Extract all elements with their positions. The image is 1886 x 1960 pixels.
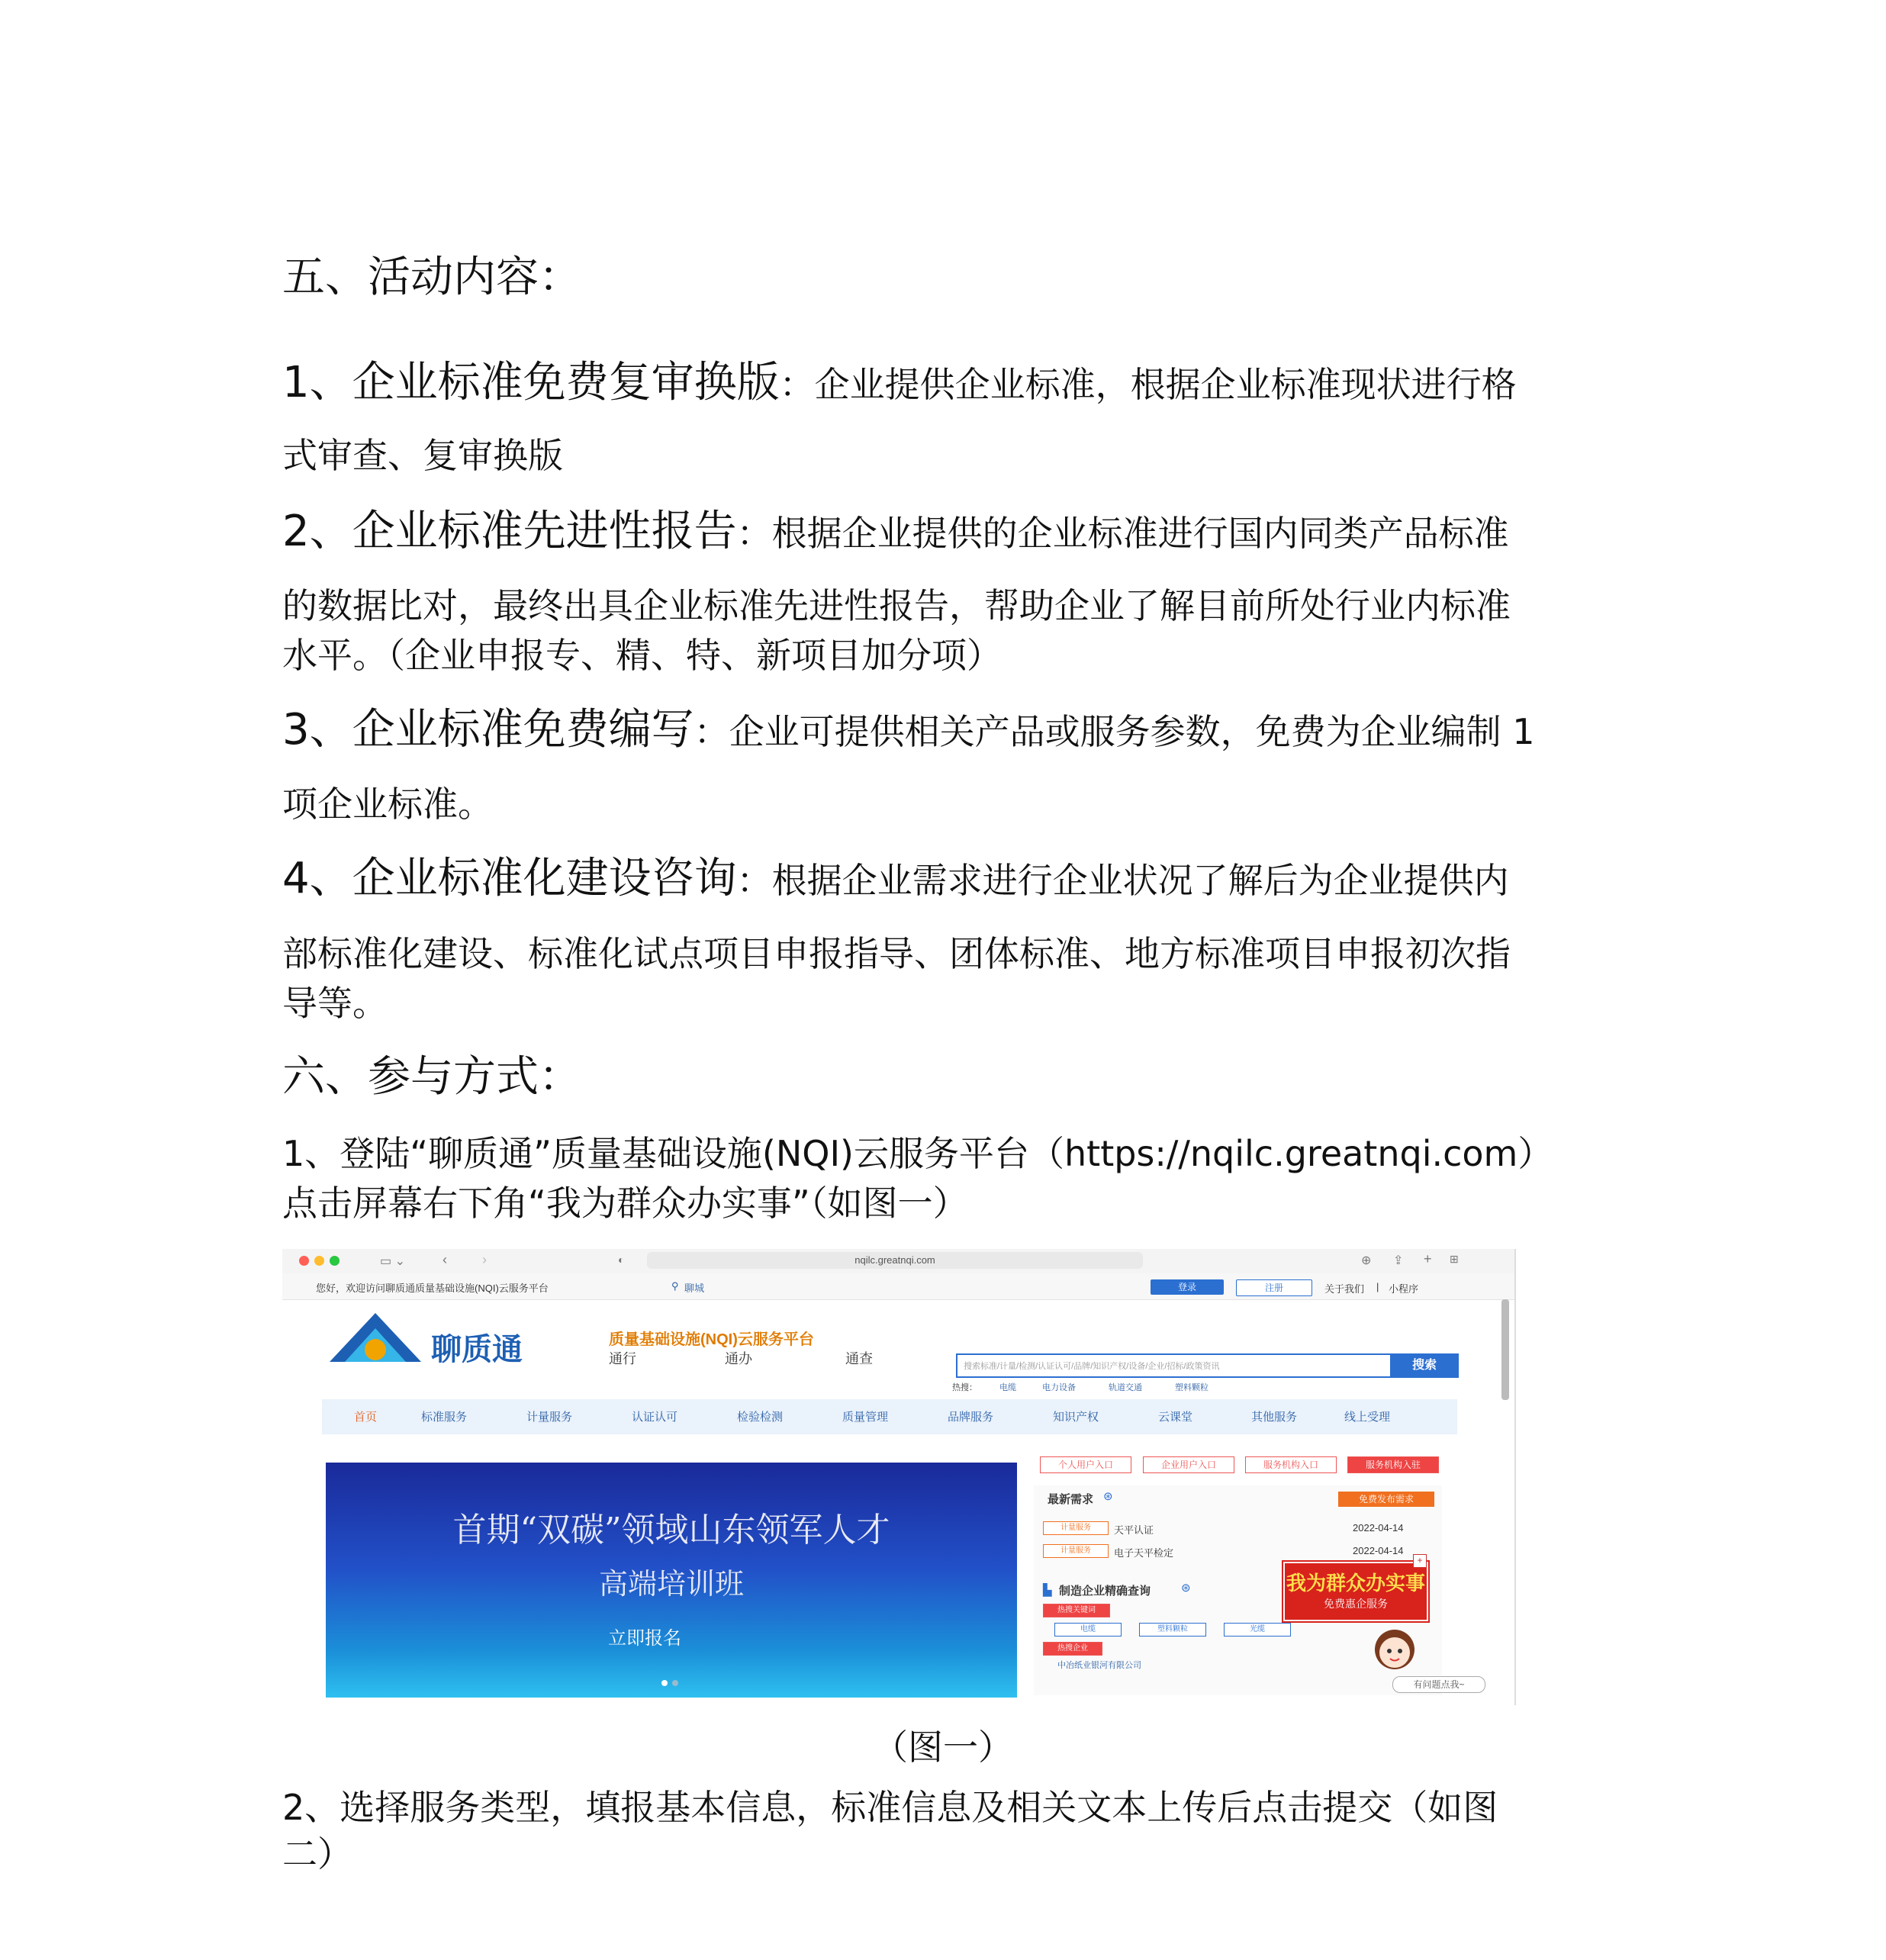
logo-icon <box>330 1311 425 1365</box>
download-icon[interactable]: ⊕ <box>1361 1254 1372 1267</box>
banner-cta[interactable]: 立即报名 <box>608 1628 681 1649</box>
login-button[interactable]: 登录 <box>1151 1279 1224 1295</box>
item-4-line-1 <box>282 854 1614 905</box>
hot-item[interactable]: 电力设备 <box>1042 1383 1076 1392</box>
forward-icon[interactable]: › <box>482 1252 487 1267</box>
nav-item[interactable]: 检验检测 <box>737 1411 784 1424</box>
welcome-text: 您好，欢迎访问聊质通质量基础设施(NQI)云服务平台 <box>316 1283 549 1294</box>
register-button[interactable]: 注册 <box>1236 1279 1312 1296</box>
serve-public-widget[interactable] <box>1283 1562 1428 1621</box>
personal-entry-button[interactable]: 个人用户入口 <box>1040 1456 1131 1473</box>
item-3-text: ：企业可提供相关产品或服务参数，免费为企业编制 1 <box>694 711 1535 752</box>
search-button[interactable]: 搜索 <box>1390 1353 1459 1378</box>
chart-icon: ▙ <box>1043 1584 1052 1597</box>
nav-item[interactable]: 标准服务 <box>421 1411 468 1424</box>
keyword-chip[interactable]: 光缆 <box>1224 1623 1291 1637</box>
nav-item[interactable]: 云课堂 <box>1158 1411 1193 1424</box>
hot-item[interactable]: 轨道交通 <box>1109 1383 1142 1392</box>
back-icon[interactable]: ‹ <box>443 1252 447 1267</box>
agency-entry-button[interactable]: 服务机构入口 <box>1245 1456 1337 1473</box>
location-pin-icon: ⚲ <box>671 1280 679 1292</box>
hot-company-label: 热搜企业 <box>1043 1642 1102 1656</box>
tabs-overview-icon[interactable]: ⊞ <box>1450 1253 1459 1265</box>
figure-1-screenshot <box>282 1249 1516 1705</box>
keyword-chip[interactable]: 电缆 <box>1054 1623 1122 1637</box>
address-bar[interactable]: nqilc.greatnqi.com <box>647 1252 1143 1269</box>
item-2-line-3: 水平。（企业申报专、精、特、新项目加分项） <box>282 635 1002 676</box>
search-input[interactable] <box>956 1353 1394 1378</box>
nav-item[interactable]: 其他服务 <box>1251 1411 1298 1424</box>
new-tab-icon[interactable]: + <box>1424 1251 1432 1266</box>
item-1-heading: 1、企业标准免费复审换版 <box>282 358 780 407</box>
about-link[interactable]: 关于我们 <box>1324 1283 1365 1295</box>
arrow-circle-icon[interactable]: ⊛ <box>1103 1490 1113 1503</box>
demand-text[interactable]: 电子天平检定 <box>1114 1547 1174 1559</box>
nav-item[interactable]: 知识产权 <box>1053 1411 1099 1424</box>
section-5-title: 五、活动内容： <box>282 253 581 302</box>
company-link[interactable]: 中冶纸业银河有限公司 <box>1057 1661 1141 1670</box>
step-2-line-2: 二） <box>282 1833 352 1875</box>
location-text[interactable]: 聊城 <box>684 1283 705 1294</box>
close-dot-icon[interactable] <box>299 1256 309 1266</box>
figure-1-caption: （图一） <box>873 1727 1013 1768</box>
help-bubble[interactable]: 有问题点我~ <box>1392 1676 1485 1693</box>
nav-item[interactable]: 认证认可 <box>632 1411 678 1424</box>
sidebar-icon[interactable]: ▭ ⌄ <box>380 1255 405 1268</box>
latest-demand-title: 最新需求 <box>1048 1493 1094 1506</box>
mascot-icon <box>1372 1627 1418 1672</box>
hot-search-label: 热搜： <box>952 1383 977 1392</box>
demand-date: 2022-04-14 <box>1353 1545 1404 1556</box>
nav-item[interactable]: 品牌服务 <box>948 1411 994 1424</box>
share-icon[interactable]: ⇪ <box>1393 1254 1404 1267</box>
section-6-title: 六、参与方式： <box>282 1052 581 1102</box>
demand-date: 2022-04-14 <box>1353 1522 1404 1534</box>
item-2-text: ：根据企业提供的企业标准进行国内同类产品标准 <box>736 513 1509 554</box>
item-4-line-3: 导等。 <box>282 983 388 1024</box>
item-2-line-2: 的数据比对，最终出具企业标准先进性报告，帮助企业了解目前所处行业内标准 <box>282 585 1511 626</box>
carousel-dot[interactable] <box>672 1680 678 1686</box>
keyword-chip[interactable]: 塑料颗粒 <box>1139 1623 1206 1637</box>
hot-item[interactable]: 电缆 <box>999 1383 1016 1392</box>
banner-title: 首期“双碳”领域山东领军人才 <box>452 1511 890 1550</box>
slogan-3: 通查 <box>845 1351 873 1366</box>
demand-text[interactable]: 天平认证 <box>1114 1524 1154 1536</box>
item-3-heading: 3、企业标准免费编写 <box>282 705 694 755</box>
item-1-text: ：企业提供企业标准，根据企业标准现状进行格 <box>779 364 1517 405</box>
search-placeholder: 搜索标准/计量/检测/认证认可/品牌/知识产权/设备/企业/招标/政策资讯 <box>964 1362 1220 1371</box>
nav-item[interactable]: 计量服务 <box>526 1411 573 1424</box>
agency-join-button[interactable]: 服务机构入驻 <box>1347 1456 1439 1473</box>
item-2-heading: 2、企业标准先进性报告 <box>282 507 737 556</box>
item-3-line-2: 项企业标准。 <box>282 784 493 825</box>
banner-subtitle: 高端培训班 <box>598 1567 744 1601</box>
hot-keyword-label: 热搜关键词 <box>1043 1604 1110 1617</box>
hot-item[interactable]: 塑料颗粒 <box>1175 1383 1209 1392</box>
item-1-line-2: 式审查、复审换版 <box>282 435 563 476</box>
step-2-line-1: 2、选择服务类型，填报基本信息，标准信息及相关文本上传后点击提交（如图 <box>282 1787 1498 1828</box>
company-entry-button[interactable]: 企业用户入口 <box>1143 1456 1234 1473</box>
demand-tag: 计量服务 <box>1043 1544 1109 1558</box>
step-1-line-2: 点击屏幕右下角“我为群众办实事”（如图一） <box>282 1183 968 1224</box>
widget-subtitle: 免费惠企服务 <box>1324 1598 1388 1610</box>
item-1-line-1 <box>282 359 1614 409</box>
widget-close-icon[interactable]: + <box>1413 1554 1427 1568</box>
demand-tag: 计量服务 <box>1043 1521 1109 1535</box>
publish-demand-button[interactable]: 免费发布需求 <box>1338 1492 1434 1507</box>
platform-title: 质量基础设施(NQI)云服务平台 <box>609 1331 814 1348</box>
item-3-line-1 <box>282 706 1614 756</box>
query-title: 制造企业精确查询 <box>1059 1585 1151 1598</box>
main-nav <box>322 1399 1457 1434</box>
nav-item[interactable]: 线上受理 <box>1344 1411 1391 1424</box>
step-1-line-1: 1、登陆“聊质通”质量基础设施(NQI)云服务平台（https://nqilc.greatnqi.com） <box>282 1133 1553 1174</box>
item-4-heading: 4、企业标准化建设咨询 <box>282 854 737 903</box>
browser-toolbar <box>282 1249 1514 1274</box>
divider: | <box>1376 1281 1379 1292</box>
item-4-line-2: 部标准化建设、标准化试点项目申报指导、团体标准、地方标准项目申报初次指 <box>282 933 1511 974</box>
slogan-1: 通行 <box>609 1351 636 1366</box>
widget-title: 我为群众办实事 <box>1286 1572 1425 1595</box>
slogan-2: 通办 <box>725 1351 752 1366</box>
nav-item[interactable]: 质量管理 <box>842 1411 889 1424</box>
minimize-dot-icon[interactable] <box>314 1256 324 1266</box>
maximize-dot-icon[interactable] <box>330 1256 340 1266</box>
item-4-text: ：根据企业需求进行企业状况了解后为企业提供内 <box>736 860 1509 901</box>
site-logo-text[interactable]: 聊质通 <box>431 1333 523 1366</box>
shield-icon: ◐ <box>618 1254 625 1266</box>
arrow-circle-icon[interactable]: ⊛ <box>1181 1582 1191 1595</box>
nav-item[interactable]: 首页 <box>354 1411 378 1424</box>
promo-banner[interactable] <box>326 1463 1017 1698</box>
item-2-line-1 <box>282 507 1614 558</box>
miniapp-link[interactable]: 小程序 <box>1389 1283 1419 1295</box>
carousel-dot[interactable] <box>661 1680 668 1686</box>
scrollbar-thumb[interactable] <box>1501 1299 1509 1400</box>
